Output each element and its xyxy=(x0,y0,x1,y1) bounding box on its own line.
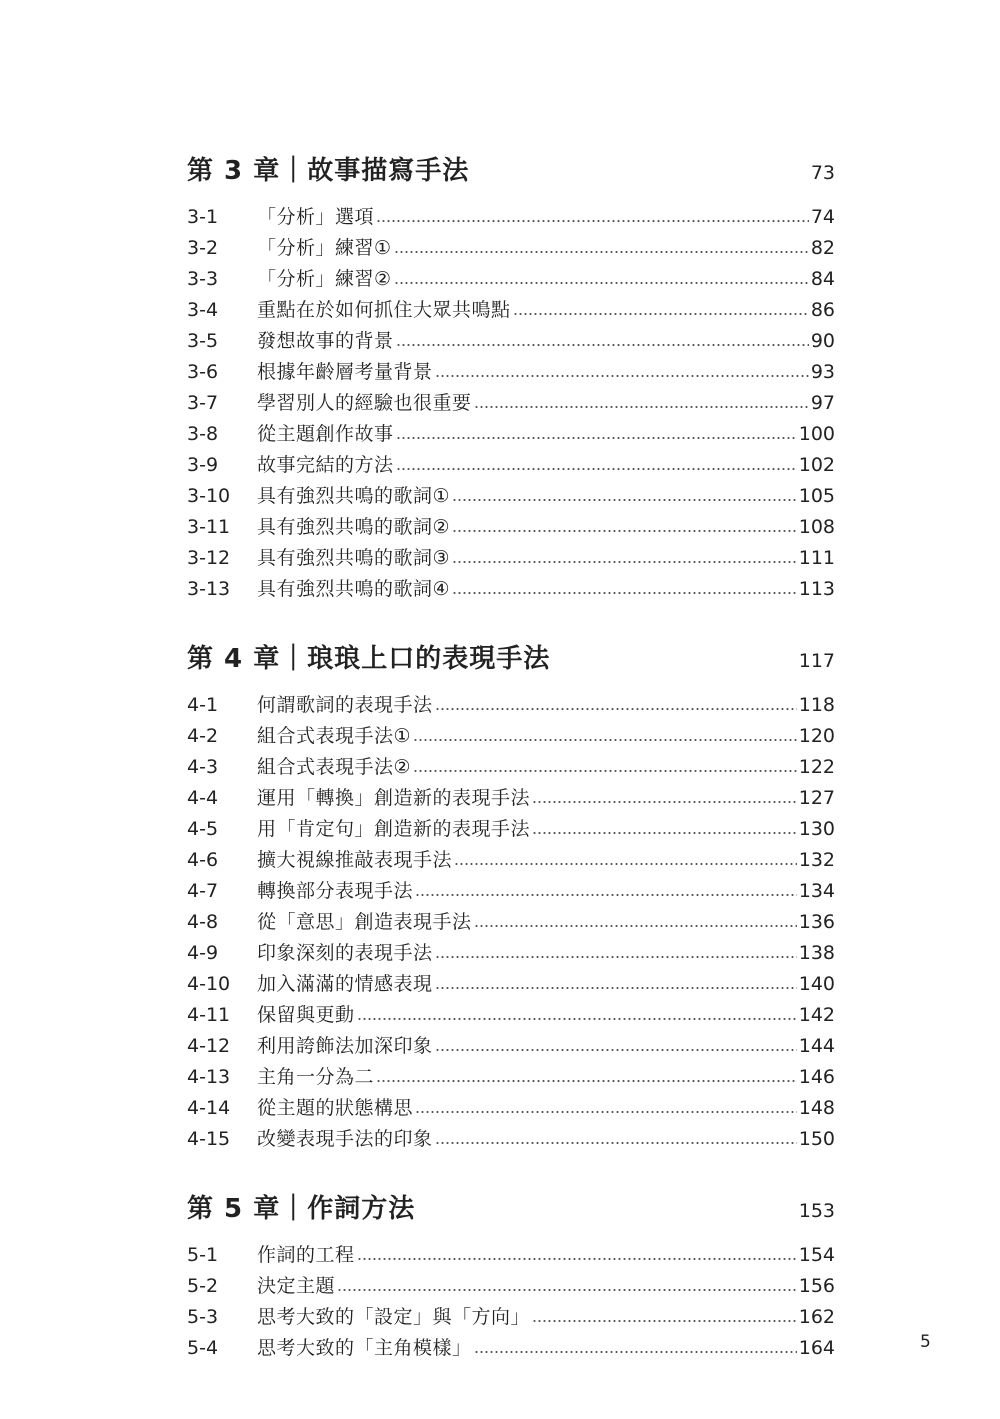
chapter-heading xyxy=(187,1188,835,1228)
section-title: 作詞的工程 xyxy=(257,1244,355,1266)
section-number: 4-8 xyxy=(187,911,219,933)
section-number: 3-7 xyxy=(187,392,219,414)
toc-entry xyxy=(187,357,835,388)
section-title: 擴大視線推敲表現手法 xyxy=(257,849,453,871)
section-page-number: 138 xyxy=(798,942,835,964)
chapter-title: 第 5 章｜作詞方法 xyxy=(187,1194,416,1224)
section-title: 故事完結的方法 xyxy=(257,454,394,476)
dot-leader xyxy=(532,1319,797,1323)
toc-entry xyxy=(187,1093,835,1124)
section-title: 運用「轉換」創造新的表現手法 xyxy=(257,787,531,809)
dot-leader xyxy=(435,1048,797,1052)
section-number: 4-1 xyxy=(187,694,219,716)
section-number: 4-11 xyxy=(187,1004,231,1026)
toc-entry xyxy=(187,1124,835,1155)
section-number: 3-6 xyxy=(187,361,219,383)
section-title: 用「肯定句」創造新的表現手法 xyxy=(257,818,531,840)
section-page-number: 86 xyxy=(810,299,835,321)
section-number: 3-5 xyxy=(187,330,219,352)
section-page-number: 136 xyxy=(798,911,835,933)
toc-entry xyxy=(187,938,835,969)
section-number: 5-2 xyxy=(187,1275,219,1297)
section-page-number: 120 xyxy=(798,725,835,747)
section-title: 加入滿滿的情感表現 xyxy=(257,973,433,995)
section-page-number: 74 xyxy=(810,206,835,228)
dot-leader xyxy=(435,986,797,990)
section-page-number: 144 xyxy=(798,1035,835,1057)
section-title: 改變表現手法的印象 xyxy=(257,1128,433,1150)
dot-leader xyxy=(532,800,797,804)
chapter-page-number: 117 xyxy=(798,650,835,672)
dot-leader xyxy=(376,1079,797,1083)
section-title: 從「意思」創造表現手法 xyxy=(257,911,472,933)
section-number: 4-7 xyxy=(187,880,219,902)
section-title: 學習別人的經驗也很重要 xyxy=(257,392,472,414)
section-title: 具有強烈共鳴的歌詞③ xyxy=(257,547,451,569)
section-title: 從主題的狀態構思 xyxy=(257,1097,414,1119)
section-title: 具有強烈共鳴的歌詞② xyxy=(257,516,451,538)
toc-entry xyxy=(187,233,835,264)
section-title: 從主題創作故事 xyxy=(257,423,394,445)
section-number: 3-13 xyxy=(187,578,231,600)
section-number: 5-4 xyxy=(187,1337,219,1359)
page-folio: 5 xyxy=(920,1332,931,1352)
section-title: 決定主題 xyxy=(257,1275,336,1297)
dot-leader xyxy=(357,1257,797,1261)
chapter-3 xyxy=(187,150,835,605)
section-page-number: 82 xyxy=(810,237,835,259)
chapter-page-number: 73 xyxy=(810,162,835,184)
section-number: 4-13 xyxy=(187,1066,231,1088)
section-title: 轉換部分表現手法 xyxy=(257,880,414,902)
toc-entry xyxy=(187,543,835,574)
dot-leader xyxy=(357,1017,797,1021)
section-number: 4-15 xyxy=(187,1128,231,1150)
section-page-number: 93 xyxy=(810,361,835,383)
toc-entry xyxy=(187,814,835,845)
dot-leader xyxy=(394,250,809,254)
dot-leader xyxy=(435,1141,797,1145)
dot-leader xyxy=(452,498,797,502)
dot-leader xyxy=(435,707,797,711)
toc-entry xyxy=(187,783,835,814)
dot-leader xyxy=(396,467,797,471)
section-number: 4-14 xyxy=(187,1097,231,1119)
section-title: 何謂歌詞的表現手法 xyxy=(257,694,433,716)
chapter-4 xyxy=(187,638,835,1155)
toc-entry xyxy=(187,1000,835,1031)
dot-leader xyxy=(396,436,797,440)
chapter-page-number: 153 xyxy=(798,1200,835,1222)
section-title: 主角一分為二 xyxy=(257,1066,375,1088)
section-number: 4-9 xyxy=(187,942,219,964)
section-title: 「分析」練習② xyxy=(257,268,392,290)
section-page-number: 132 xyxy=(798,849,835,871)
table-of-contents xyxy=(187,150,835,1397)
dot-leader xyxy=(474,924,797,928)
chapter-heading xyxy=(187,638,835,678)
toc-entry xyxy=(187,1031,835,1062)
toc-entry xyxy=(187,388,835,419)
section-number: 3-4 xyxy=(187,299,219,321)
toc-entry xyxy=(187,876,835,907)
dot-leader xyxy=(513,312,809,316)
toc-entry xyxy=(187,969,835,1000)
section-number: 4-3 xyxy=(187,756,219,778)
section-page-number: 102 xyxy=(798,454,835,476)
chapter-title: 第 4 章｜琅琅上口的表現手法 xyxy=(187,644,551,674)
dot-leader xyxy=(435,955,797,959)
section-page-number: 134 xyxy=(798,880,835,902)
toc-entry xyxy=(187,721,835,752)
toc-entry xyxy=(187,690,835,721)
section-number: 4-6 xyxy=(187,849,219,871)
section-number: 4-5 xyxy=(187,818,219,840)
section-number: 3-8 xyxy=(187,423,219,445)
dot-leader xyxy=(415,893,797,897)
toc-entry xyxy=(187,481,835,512)
section-page-number: 154 xyxy=(798,1244,835,1266)
toc-entry xyxy=(187,264,835,295)
section-page-number: 142 xyxy=(798,1004,835,1026)
toc-entry xyxy=(187,752,835,783)
dot-leader xyxy=(452,560,797,564)
toc-entry xyxy=(187,1271,835,1302)
dot-leader xyxy=(396,343,809,347)
section-page-number: 108 xyxy=(798,516,835,538)
toc-entry xyxy=(187,450,835,481)
section-page-number: 100 xyxy=(798,423,835,445)
section-title: 具有強烈共鳴的歌詞① xyxy=(257,485,451,507)
dot-leader xyxy=(376,219,809,223)
dot-leader xyxy=(435,374,809,378)
section-title: 思考大致的「設定」與「方向」 xyxy=(257,1306,531,1328)
toc-entry xyxy=(187,1333,835,1364)
dot-leader xyxy=(415,1110,797,1114)
toc-entry xyxy=(187,295,835,326)
section-page-number: 127 xyxy=(798,787,835,809)
dot-leader xyxy=(474,1350,797,1354)
dot-leader xyxy=(452,591,797,595)
section-page-number: 156 xyxy=(798,1275,835,1297)
section-number: 5-3 xyxy=(187,1306,219,1328)
section-number: 4-12 xyxy=(187,1035,231,1057)
section-page-number: 90 xyxy=(810,330,835,352)
section-page-number: 148 xyxy=(798,1097,835,1119)
section-title: 「分析」練習① xyxy=(257,237,392,259)
section-page-number: 111 xyxy=(798,547,835,569)
section-page-number: 97 xyxy=(810,392,835,414)
dot-leader xyxy=(337,1288,797,1292)
chapter-5 xyxy=(187,1188,835,1364)
toc-entry xyxy=(187,1302,835,1333)
section-page-number: 122 xyxy=(798,756,835,778)
section-number: 4-4 xyxy=(187,787,219,809)
section-number: 4-2 xyxy=(187,725,219,747)
chapter-heading xyxy=(187,150,835,190)
toc-entry xyxy=(187,574,835,605)
section-number: 3-2 xyxy=(187,237,219,259)
toc-entry xyxy=(187,326,835,357)
section-page-number: 150 xyxy=(798,1128,835,1150)
section-page-number: 130 xyxy=(798,818,835,840)
section-title: 重點在於如何抓住大眾共鳴點 xyxy=(257,299,511,321)
section-title: 發想故事的背景 xyxy=(257,330,394,352)
section-page-number: 146 xyxy=(798,1066,835,1088)
section-title: 「分析」選項 xyxy=(257,206,375,228)
toc-entry xyxy=(187,202,835,233)
section-number: 3-10 xyxy=(187,485,231,507)
section-number: 3-12 xyxy=(187,547,231,569)
toc-entry xyxy=(187,907,835,938)
dot-leader xyxy=(413,738,797,742)
section-page-number: 113 xyxy=(798,578,835,600)
chapter-title: 第 3 章｜故事描寫手法 xyxy=(187,156,470,186)
section-title: 思考大致的「主角模樣」 xyxy=(257,1337,472,1359)
section-title: 具有強烈共鳴的歌詞④ xyxy=(257,578,451,600)
section-number: 3-1 xyxy=(187,206,219,228)
section-number: 5-1 xyxy=(187,1244,219,1266)
toc-entry xyxy=(187,1240,835,1271)
toc-entry xyxy=(187,1062,835,1093)
section-title: 組合式表現手法① xyxy=(257,725,412,747)
toc-entry xyxy=(187,845,835,876)
section-number: 4-10 xyxy=(187,973,231,995)
section-page-number: 84 xyxy=(810,268,835,290)
section-title: 保留與更動 xyxy=(257,1004,355,1026)
section-title: 利用誇飾法加深印象 xyxy=(257,1035,433,1057)
toc-entry xyxy=(187,512,835,543)
section-number: 3-11 xyxy=(187,516,231,538)
section-page-number: 140 xyxy=(798,973,835,995)
dot-leader xyxy=(532,831,797,835)
section-page-number: 118 xyxy=(798,694,835,716)
section-page-number: 164 xyxy=(798,1337,835,1359)
dot-leader xyxy=(394,281,809,285)
dot-leader xyxy=(413,769,797,773)
section-number: 3-3 xyxy=(187,268,219,290)
dot-leader xyxy=(454,862,797,866)
section-number: 3-9 xyxy=(187,454,219,476)
section-title: 根據年齡層考量背景 xyxy=(257,361,433,383)
section-title: 組合式表現手法② xyxy=(257,756,412,778)
dot-leader xyxy=(474,405,809,409)
section-page-number: 105 xyxy=(798,485,835,507)
section-page-number: 162 xyxy=(798,1306,835,1328)
section-title: 印象深刻的表現手法 xyxy=(257,942,433,964)
dot-leader xyxy=(452,529,797,533)
toc-entry xyxy=(187,419,835,450)
